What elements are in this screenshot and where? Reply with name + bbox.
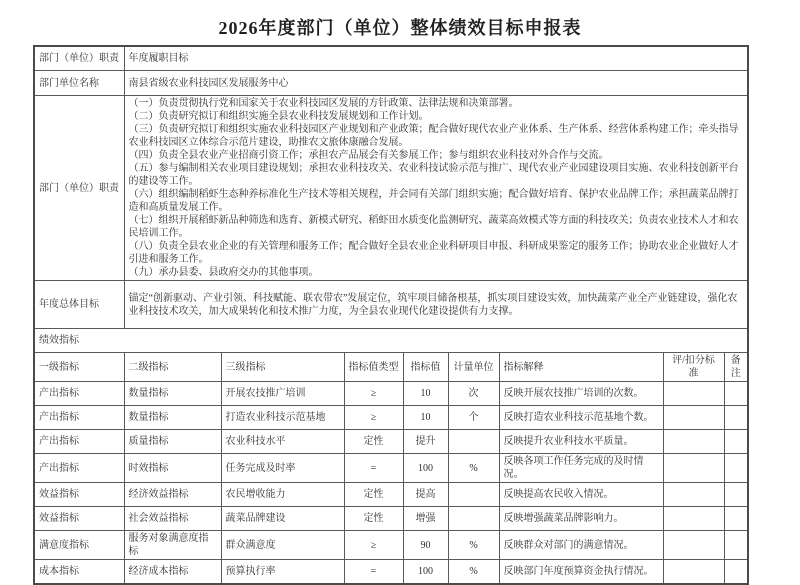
section-row	[34, 329, 748, 353]
header-cell: 指标值类型	[344, 353, 403, 382]
indicator-cell	[663, 382, 724, 406]
header-cell: 计量单位	[448, 353, 499, 382]
indicator-cell: 社会效益指标	[124, 507, 221, 531]
indicator-cell	[724, 560, 748, 585]
annual-goal-label: 年度总体目标	[34, 281, 124, 329]
indicator-cell	[663, 430, 724, 454]
duty-item: （六）组织编制稻虾生态种养标准化生产技术等相关规程，并会同有关部门组织实施；配合做好培育、保护农业品牌工作；承担蔬菜品牌打造和高质量发展工作。	[128, 189, 739, 213]
performance-target-form	[33, 45, 749, 585]
indicator-row	[34, 483, 748, 507]
info-row-unit-name	[34, 71, 748, 96]
indicator-cell: 提高	[403, 483, 448, 507]
indicator-cell: 农业科技水平	[221, 430, 344, 454]
indicator-cell: 蔬菜品牌建设	[221, 507, 344, 531]
duties-label: 部门（单位）职责	[34, 96, 124, 281]
header-cell: 备注	[724, 353, 748, 382]
indicator-row	[34, 406, 748, 430]
row-label: 部门（单位）职责	[34, 46, 124, 71]
indicator-cell: =	[344, 560, 403, 585]
indicator-row	[34, 382, 748, 406]
indicator-cell: 反映增强蔬菜品牌影响力。	[499, 507, 663, 531]
indicator-cell	[448, 430, 499, 454]
indicator-cell: 时效指标	[124, 454, 221, 483]
duties-content	[124, 96, 748, 281]
indicator-cell: 效益指标	[34, 507, 124, 531]
indicator-cell: %	[448, 531, 499, 560]
indicator-cell: 提升	[403, 430, 448, 454]
indicator-cell: 个	[448, 406, 499, 430]
duties-row	[34, 96, 748, 281]
indicator-cell: 任务完成及时率	[221, 454, 344, 483]
indicator-cell: 群众满意度	[221, 531, 344, 560]
indicator-cell: 10	[403, 382, 448, 406]
indicator-cell	[448, 483, 499, 507]
indicator-cell	[724, 382, 748, 406]
indicator-cell: 质量指标	[124, 430, 221, 454]
indicator-cell: 效益指标	[34, 483, 124, 507]
indicator-cell: 成本指标	[34, 560, 124, 585]
indicator-cell	[663, 531, 724, 560]
indicator-row	[34, 430, 748, 454]
annual-goal-content: 锚定“创新驱动、产业引领、科技赋能、联农带农”发展定位，筑牢项目储备根基，抓实项目建设实效，加快蔬菜产业全产业链建设，强化农业科技技术攻关，加大成果转化和技术推广力度，为全县农业现代化建设提供有力支撑。	[124, 281, 748, 329]
duty-item: （四）负责全县农业产业招商引资工作；承担农产品展会有关参展工作；参与组织农业科技对外合作与交流。	[128, 150, 609, 161]
indicator-cell: 产出指标	[34, 406, 124, 430]
indicator-cell: 次	[448, 382, 499, 406]
indicator-cell: 反映部门年度预算资金执行情况。	[499, 560, 663, 585]
indicator-cell: 反映群众对部门的满意情况。	[499, 531, 663, 560]
indicator-cell	[663, 560, 724, 585]
indicator-cell: 增强	[403, 507, 448, 531]
indicator-row	[34, 560, 748, 585]
indicator-cell: 定性	[344, 430, 403, 454]
header-cell: 二级指标	[124, 353, 221, 382]
duty-item: （一）负责贯彻执行党和国家关于农业科技园区发展的方针政策、法律法规和决策部署。	[128, 98, 519, 109]
indicator-cell: 定性	[344, 483, 403, 507]
indicator-cell: 100	[403, 454, 448, 483]
indicator-cell: ≥	[344, 531, 403, 560]
indicator-row	[34, 507, 748, 531]
indicator-cell	[663, 507, 724, 531]
indicator-cell: 数量指标	[124, 406, 221, 430]
duty-item: （二）负责研究拟订和组织实施全县农业科技发展规划和工作计划。	[128, 111, 429, 122]
indicator-cell: 预算执行率	[221, 560, 344, 585]
indicator-cell: 农民增收能力	[221, 483, 344, 507]
indicator-cell: 开展农技推广培训	[221, 382, 344, 406]
indicator-cell: 反映提高农民收入情况。	[499, 483, 663, 507]
row-value: 年度履职目标	[124, 46, 748, 71]
indicator-cell: 打造农业科技示范基地	[221, 406, 344, 430]
duty-item: （五）参与编制相关农业项目建设规划；承担农业科技攻关、农业科技试验示范与推广、现代农业产业园建设项目实施、农业科技创新平台的建设等工作。	[128, 163, 739, 187]
indicator-cell: %	[448, 454, 499, 483]
header-cell: 一级指标	[34, 353, 124, 382]
indicator-cell: =	[344, 454, 403, 483]
info-row-duty-header	[34, 46, 748, 71]
indicator-cell: 反映各项工作任务完成的及时情况。	[499, 454, 663, 483]
indicator-cell: 产出指标	[34, 382, 124, 406]
indicator-cell: 反映提升农业科技水平质量。	[499, 430, 663, 454]
indicator-cell: 10	[403, 406, 448, 430]
indicator-cell	[724, 454, 748, 483]
indicator-cell: 90	[403, 531, 448, 560]
header-cell: 三级指标	[221, 353, 344, 382]
indicator-cell: 经济成本指标	[124, 560, 221, 585]
indicator-cell	[724, 406, 748, 430]
page-title: 2026年度部门（单位）整体绩效目标申报表	[218, 18, 582, 38]
indicator-cell: 100	[403, 560, 448, 585]
indicator-cell: ≥	[344, 382, 403, 406]
indicator-cell: 反映打造农业科技示范基地个数。	[499, 406, 663, 430]
indicator-cell: 定性	[344, 507, 403, 531]
indicator-cell	[448, 507, 499, 531]
indicator-cell	[663, 483, 724, 507]
indicator-cell: 产出指标	[34, 430, 124, 454]
indicator-cell: 反映开展农技推广培训的次数。	[499, 382, 663, 406]
indicator-cell	[663, 454, 724, 483]
indicator-cell	[724, 430, 748, 454]
indicator-row	[34, 454, 748, 483]
indicator-cell: ≥	[344, 406, 403, 430]
indicator-cell	[724, 507, 748, 531]
indicator-cell: 满意度指标	[34, 531, 124, 560]
duty-item: （七）组织开展稻虾新品种筛选和选育、新模式研究、稻虾田水质变化监测研究、蔬菜高效模式等方面的科技攻关；负责农业技术人才和农民培训工作。	[128, 215, 739, 239]
indicator-header-row	[34, 353, 748, 382]
indicator-cell	[724, 483, 748, 507]
indicator-cell: %	[448, 560, 499, 585]
indicator-cell	[724, 531, 748, 560]
indicator-cell: 产出指标	[34, 454, 124, 483]
duty-item: （三）负责研究拟订和组织实施农业科技园区产业规划和产业政策；配合做好现代农业产业体系、生产体系、经营体系构建工作；牵头指导农业科技园区立体综合示范片建设，助推农文旅体康融合发展。	[128, 124, 739, 148]
section-label: 绩效指标	[34, 329, 748, 353]
header-cell: 指标解释	[499, 353, 663, 382]
header-cell: 指标值	[403, 353, 448, 382]
indicator-cell: 服务对象满意度指标	[124, 531, 221, 560]
indicator-cell: 数量指标	[124, 382, 221, 406]
row-label: 部门单位名称	[34, 71, 124, 96]
indicator-cell	[663, 406, 724, 430]
duty-item: （八）负责全县农业企业的有关管理和服务工作；配合做好全县农业企业科研项目申报、科研成果鉴定的服务工作；协助农业企业做好人才引进和服务工作。	[128, 241, 739, 265]
indicator-row	[34, 531, 748, 560]
duty-item: （九）承办县委、县政府交办的其他事项。	[128, 267, 319, 278]
indicator-cell: 经济效益指标	[124, 483, 221, 507]
header-cell: 评/扣分标准	[663, 353, 724, 382]
annual-goal-row	[34, 281, 748, 329]
row-value: 南县省级农业科技园区发展服务中心	[124, 71, 748, 96]
